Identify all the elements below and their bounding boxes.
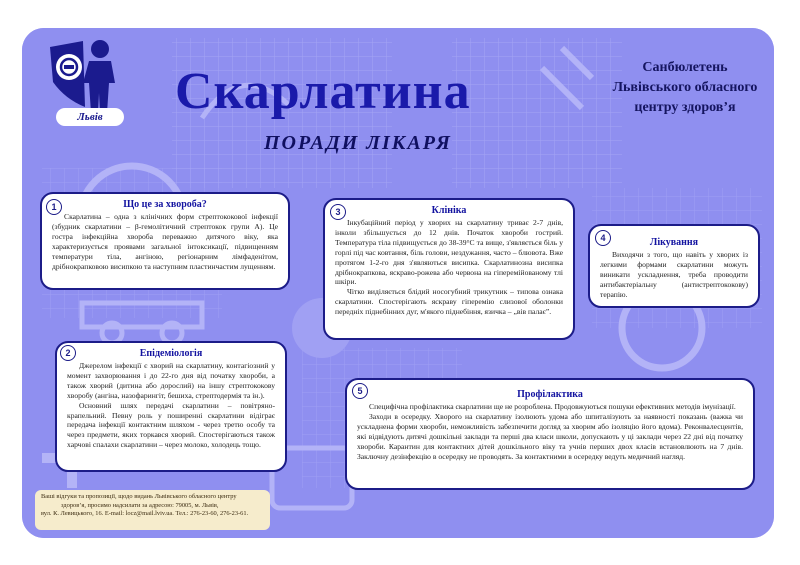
section-title: Лікування bbox=[649, 237, 699, 248]
bulletin-line: центру здоров’я bbox=[634, 100, 736, 115]
section-title: Профілактика bbox=[517, 389, 583, 400]
page-subtitle: ПОРАДИ ЛІКАРЯ bbox=[264, 132, 452, 154]
section-treatment bbox=[588, 224, 760, 308]
footer-line: Ваші відгуки та пропозиції, щодо видань Львівського обласного центру bbox=[41, 493, 237, 500]
section-paragraph: Виходячи з того, що навіть у хворих із легкими формами скарлатини можуть виникати ускладнення, треба проводити антибактеріальну (антистрептококову) терапію. bbox=[600, 250, 748, 299]
section-number-badge: 2 bbox=[60, 345, 76, 361]
bulletin-line: Санбюлетень bbox=[642, 60, 728, 75]
section-paragraph: Заходи в осередку. Хворого на скарлатину ізолюють удома або шпиталізують за наявності показань (важка чи ускладнена форми хвороби, неможливість забезпечити догляд за хворим або ізоляцію його вдома). Реконвалесцентів, які відвідують дитячі дошкільні заклади та перші два класи школи, допускають у ці заклади через 22 дні від початку хвороби. Карантин для контактних дітей дошкільного віку та учнів перших двох класів встановлюють на 7 днів. Заключну дезінфекцію в осередку не проводять. За контактними в осередку ведуть медичний нагляд. bbox=[357, 411, 743, 461]
section-what-is-disease bbox=[40, 192, 290, 290]
contact-footer bbox=[35, 490, 270, 530]
section-title: Що це за хвороба? bbox=[123, 199, 207, 210]
section-epidemiology bbox=[55, 341, 287, 472]
section-title: Клініка bbox=[431, 205, 467, 216]
section-paragraph: Основний шлях передачі скарлатини – повітряно-крапельний. Певну роль у поширенні скарлатини відіграє передача інфекції контактним шляхом - через третю особу та через предмети, яких торкався хворий. Спостерігаються також харчові спалахи скарлатини – через молоко, холодець тощо. bbox=[67, 400, 275, 450]
page-title: Скарлатина bbox=[175, 63, 471, 120]
section-number-badge: 5 bbox=[352, 383, 368, 399]
section-clinic bbox=[323, 198, 575, 340]
section-paragraph: Чітко виділяється блідий носогубний трикутник – типова ознака скарлатини. Спостерігають яскраву гіперемію слизової оболонки передніх піднебінних дуг, м'якого піднебіння, язичка – „вів палає”. bbox=[335, 287, 563, 317]
footer-line: вул. К. Левицького, 16. E-mail: locz@mail.lviv.ua. Тел.: 276-23-60, 276-23-61. bbox=[41, 510, 249, 518]
section-prevention bbox=[345, 378, 755, 490]
logo-city-label: Львів bbox=[56, 108, 124, 126]
footer-line: здоров’я, просимо надсилати за адресою: 79005, м. Львів, bbox=[61, 501, 219, 509]
section-paragraph: Інкубаційний період у хворих на скарлатину триває 2-7 днів, інколи збільшується до 12 днів. Початок хвороби гострий. Температура тіла підвищується до 38-39°С та вище, з'являється біль у горлі під час ковтання, біль голови, нездужання, часто – блювота. Вже протягом 1-2-го дня з'являються висипка. Скарлатинозна висипка дрібнокрапкова, яскраво-рожева або червона на гіперемійованому тлі шкіри. bbox=[335, 218, 563, 287]
section-number-badge: 4 bbox=[595, 230, 611, 246]
bulletin-line: Львівського обласного bbox=[612, 80, 758, 95]
section-paragraph: Джерелом інфекції є хворий на скарлатину, контагіозний у момент захворювання і до 22-го дня від початку хвороби, а також хворий (дитина або дорослий) на іншу стрептококову хворобу (ангіна, назофарингіт, бешиха, стрептодермія та ін.). bbox=[67, 361, 275, 400]
section-title: Епідеміологія bbox=[139, 348, 203, 359]
section-paragraph: Скарлатина – одна з клінічних форм стрептококової інфекції (збудник скарлатини – β-гемолітичний стрептокок групи А). Це гостра інфекційна хвороба переважно дитячого віку, яка характеризується проявами загальної інтоксикації, підвищенням температури тіла, ангіною, регіонарним лімфаденітом, дрібнокрапковою висипкою та наступним пластинчастим лущенням. bbox=[52, 212, 278, 271]
bulletin-caption bbox=[590, 58, 780, 132]
section-number-badge: 1 bbox=[46, 199, 62, 215]
section-number-badge: 3 bbox=[330, 204, 346, 220]
section-paragraph: Специфічна профілактика скарлатини ще не розроблена. Продовжуються пошуки ефективних методів імунізації. bbox=[369, 402, 736, 411]
